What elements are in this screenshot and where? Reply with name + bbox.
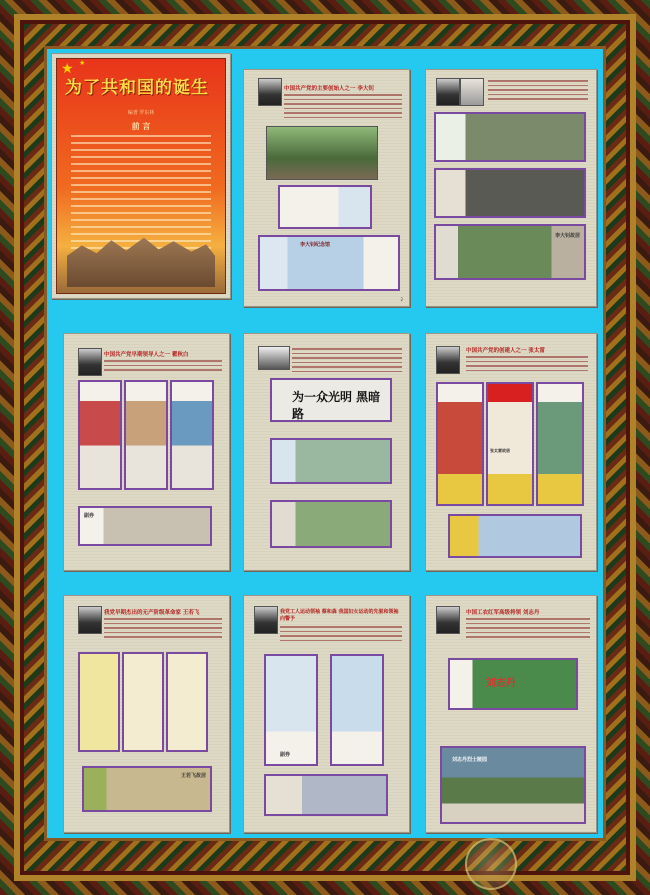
poster-background [44, 46, 606, 841]
ticket-1 [78, 380, 122, 490]
cover-title: 为了共和国的诞生 [65, 78, 209, 98]
ticket-house [434, 168, 586, 218]
portrait-photo [436, 606, 460, 634]
page-text [488, 80, 588, 103]
page-cai-hesen [243, 595, 410, 833]
page-text [466, 356, 588, 374]
ticket-residence [270, 500, 392, 548]
ticket-2 [440, 746, 586, 824]
ticket-2 [122, 652, 164, 752]
portrait-photo [258, 78, 282, 106]
ticket-former-residence [434, 112, 586, 162]
page-text [104, 360, 222, 374]
cover-image [56, 58, 226, 294]
page-heading: 中国共产党的主要创始人之一 李大钊 [284, 86, 374, 92]
page-text [292, 348, 402, 375]
portrait-photo [78, 606, 102, 634]
page-zhou [243, 333, 410, 571]
portrait-photo [258, 346, 290, 370]
page-text [104, 618, 222, 641]
page-wang-ruofei [63, 595, 230, 833]
page-heading: 中国共产党早期领导人之一 瞿秋白 [104, 352, 189, 358]
ticket-calligraphy [270, 378, 392, 422]
portrait-photo [436, 78, 460, 106]
page-text [280, 626, 402, 644]
page-heading: 我党工人运动领袖 蔡和森 我国妇女运动的先驱和领袖 向警予 [280, 609, 399, 622]
preface-title: 前 言 [131, 122, 151, 131]
ticket-caption: 副券 [280, 752, 291, 758]
watermark-logo [465, 838, 517, 890]
portrait-photo [78, 348, 102, 376]
ticket-stub [278, 185, 372, 229]
page-heading: 中国共产党的创建人之一 张太雷 [466, 348, 545, 354]
ticket-2 [330, 654, 384, 766]
ticket-3 [536, 382, 584, 506]
ticket-3 [166, 652, 208, 752]
ticket-caption: 李大钊故居 [554, 233, 580, 239]
ticket-statue [434, 224, 586, 280]
star-icon: ★ [79, 59, 86, 67]
page-li-dazhao [243, 69, 410, 307]
page-zhang-tailei [425, 333, 597, 571]
ticket-2 [486, 382, 534, 506]
page-text [284, 94, 402, 121]
ticket-memorial-hall [270, 438, 392, 484]
ticket-caption: 李大钊纪念馆 [300, 242, 331, 248]
cover-author: 编著 罗东林 [127, 110, 155, 116]
ticket-4 [448, 514, 582, 558]
ticket-4 [82, 766, 212, 812]
page-heading: 我党早期杰出的无产阶级革命家 王若飞 [104, 610, 200, 616]
ticket-1 [78, 652, 120, 752]
calligraphy-text: 为一众光明 黑暗路 [292, 390, 381, 421]
page-qu-qiubai [63, 333, 230, 571]
ticket-2 [124, 380, 168, 490]
statue-photo [266, 126, 378, 180]
ticket-1 [264, 654, 318, 766]
statue-photo [460, 78, 484, 106]
star-icon: ★ [61, 61, 74, 77]
portrait-photo [254, 606, 278, 634]
ticket-3 [170, 380, 214, 490]
ticket-3 [264, 774, 388, 816]
ticket-1 [436, 382, 484, 506]
ticket-caption: 王若飞故居 [180, 773, 206, 779]
ticket-caption: 刘志丹烈士陵园 [452, 757, 488, 763]
page-liu-zhidan [425, 595, 597, 833]
ticket-4 [78, 506, 212, 546]
portrait-photo [436, 346, 460, 374]
ticket-1 [448, 658, 578, 710]
page-li-dazhao-2 [425, 69, 597, 307]
ticket-memorial [258, 235, 400, 291]
calligraphy-text: 刘志丹 [486, 678, 516, 689]
page-heading: 中国工农红军高级将领 刘志丹 [466, 610, 540, 616]
ticket-caption: 张太雷故居 [490, 448, 510, 453]
page-number: 2 [400, 297, 403, 302]
ticket-caption: 副券 [84, 513, 95, 519]
page-text [466, 618, 590, 641]
page-cover [51, 53, 231, 299]
